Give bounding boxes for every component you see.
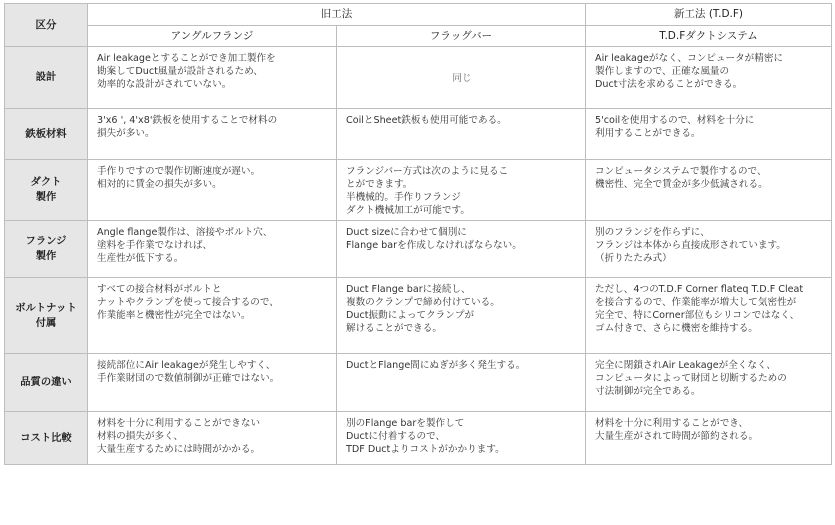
cell-flag: CoilとSheet鉄板も使用可能である。 (337, 109, 586, 160)
cell-angle: 接続部位にAir leakageが発生しやすく、 手作業財団ので数値制御が正確ではない。 (88, 354, 337, 412)
cell-tdf: 完全に閉鎖されAir Leakageが全くなく、 コンピュータによって財団と切断するための 寸法制御が完全である。 (586, 354, 832, 412)
angle-flange-header: アングルフランジ (88, 26, 337, 47)
cell-tdf: Air leakageがなく、コンピュータが精密に 製作しますので、正確な風量の Duct寸法を求めることができる。 (586, 47, 832, 109)
category-header: 区分 (5, 4, 88, 47)
cell-flag: DuctとFlange間にぬぎが多く発生する。 (337, 354, 586, 412)
cell-tdf: 材料を十分に利用することができ、 大量生産がされて時間が節約される。 (586, 412, 832, 465)
row-label-cost: コスト比較 (5, 412, 88, 465)
table-row (5, 160, 832, 221)
cell-angle: Air leakageとすることができ加工製作を 勘案してDuct風量が設計されるため、 効率的な設計がされていない。 (88, 47, 337, 109)
cell-flag: 同じ (337, 47, 586, 109)
row-label-steel: 鉄板材料 (5, 109, 88, 160)
cell-flag: Duct Flange barに接続し、 複数のクランプで締め付けている。 Duct振動によってクランプが 解けることができる。 (337, 278, 586, 354)
cell-flag: フランジバー方式は次のように見るこ とができます。 半機械的。手作りフランジ ダクト機械加工が可能です。 (337, 160, 586, 221)
row-label-duct: ダクト 製作 (5, 160, 88, 221)
flag-bar-header: フラッグバー (337, 26, 586, 47)
table-row (5, 354, 832, 412)
old-method-header: 旧工法 (88, 4, 586, 26)
cell-angle: 材料を十分に利用することができない 材料の損失が多く、 大量生産するためには時間がかかる。 (88, 412, 337, 465)
table-row (5, 109, 832, 160)
table-row (5, 47, 832, 109)
cell-angle: Angle flange製作は、溶接やボルト穴、 塗料を手作業でなければ、 生産性が低下する。 (88, 221, 337, 278)
cell-angle: すべての接合材料がボルトと ナットやクランプを使って接合するので、 作業能率と機密性が完全ではない。 (88, 278, 337, 354)
tdf-system-header: T.D.Fダクトシステム (586, 26, 832, 47)
cell-tdf: コンピュータシステムで製作するので、 機密性、完全で賃金が多少低減される。 (586, 160, 832, 221)
row-label-bolt-nut: ボルトナット 付属 (5, 278, 88, 354)
comparison-table (4, 3, 832, 465)
cell-tdf: 別のフランジを作らずに、 フランジは本体から直接成形されています。 （折りたたみ式） (586, 221, 832, 278)
table-row (5, 278, 832, 354)
table-row (5, 412, 832, 465)
cell-flag: 別のFlange barを製作して Ductに付着するので、 TDF Ductよりコストがかかります。 (337, 412, 586, 465)
cell-angle: 3'x6 ', 4'x8'鉄板を使用することで材料の 損失が多い。 (88, 109, 337, 160)
cell-tdf: 5'coilを使用するので、材料を十分に 利用することができる。 (586, 109, 832, 160)
new-method-header: 新工法 (T.D.F) (586, 4, 832, 26)
table-row (5, 221, 832, 278)
cell-angle: 手作りですので製作切断速度が遅い。 相対的に賃金の損失が多い。 (88, 160, 337, 221)
row-label-design: 設計 (5, 47, 88, 109)
cell-tdf: ただし、4つのT.D.F Corner flateq T.D.F Cleat を接合するので、作業能率が増大して気密性が 完全で、特にCorner部位もシリコンではなく、 ゴム付きで、さらに機密を維持する。 (586, 278, 832, 354)
cell-flag: Duct sizeに合わせて個別に Flange barを作成しなければならない。 (337, 221, 586, 278)
row-label-quality: 品質の違い (5, 354, 88, 412)
row-label-flange: フランジ 製作 (5, 221, 88, 278)
